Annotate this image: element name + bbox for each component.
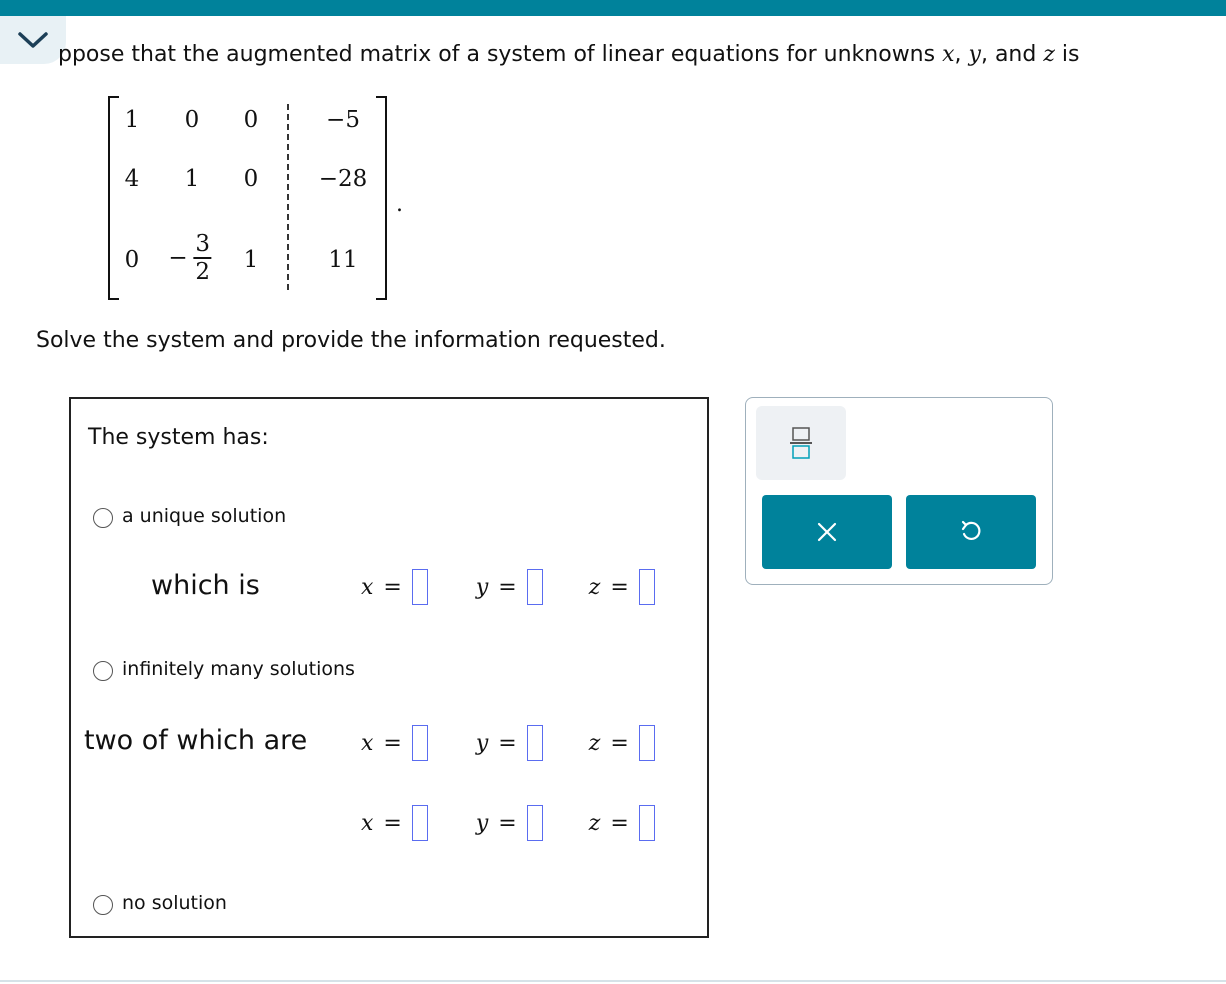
fraction-button[interactable] (756, 406, 846, 480)
x-symbol: x (361, 730, 374, 756)
matrix-cell: 1 (184, 166, 200, 192)
matrix-cell: 0 (243, 166, 259, 192)
unique-solution-row (361, 569, 655, 605)
equals-sign: = (383, 810, 402, 836)
radio-infinite-solutions[interactable] (93, 661, 113, 681)
matrix-cell: −5 (326, 107, 360, 133)
z-input[interactable] (639, 569, 655, 605)
y-input[interactable] (527, 569, 543, 605)
y-symbol: y (475, 574, 489, 600)
z-symbol: z (588, 574, 601, 600)
matrix-cell: 0 (124, 247, 140, 273)
fraction-sign: − (168, 245, 188, 271)
x-input[interactable] (412, 569, 428, 605)
matrix-cell: 0 (184, 107, 200, 133)
augment-divider (287, 104, 289, 290)
matrix-right-bracket (376, 96, 387, 300)
var-y: y (968, 42, 981, 67)
chevron-down-icon (16, 30, 50, 50)
matrix-cell: 0 (243, 107, 259, 133)
equals-sign: = (610, 730, 629, 756)
var-x: x (942, 42, 955, 67)
equals-sign: = (498, 574, 517, 600)
equals-sign: = (610, 810, 629, 836)
instruction-text: Solve the system and provide the information requested. (36, 328, 666, 353)
top-bar (0, 0, 1226, 16)
z-symbol: z (588, 810, 601, 836)
radio-unique-solution[interactable] (93, 508, 113, 528)
matrix-period: . (396, 192, 403, 217)
prompt-text: ppose that the augmented matrix of a system of linear equations for unknowns (58, 42, 943, 67)
fraction-denominator: 2 (195, 259, 210, 285)
which-is-label: which is (151, 570, 260, 601)
close-icon (816, 521, 838, 543)
prompt-sep: , (954, 42, 969, 67)
matrix-cell: −28 (318, 166, 368, 192)
x-symbol: x (361, 574, 374, 600)
clear-button[interactable] (762, 495, 892, 569)
problem-prompt (58, 40, 1080, 70)
undo-button[interactable] (906, 495, 1036, 569)
x-symbol: x (361, 810, 374, 836)
y1-input[interactable] (527, 725, 543, 761)
x2-input[interactable] (412, 805, 428, 841)
augmented-matrix (106, 96, 403, 300)
bottom-divider (0, 980, 1226, 982)
undo-icon (959, 520, 983, 544)
infinite-solution-row-2 (361, 805, 655, 841)
matrix-left-bracket (108, 96, 119, 300)
matrix-cell: 1 (124, 107, 140, 133)
matrix-cell: 1 (243, 247, 259, 273)
z-symbol: z (588, 730, 601, 756)
matrix-fraction-cell (168, 231, 211, 285)
equals-sign: = (498, 730, 517, 756)
collapse-toggle[interactable] (0, 16, 66, 64)
two-of-which-are-label: two of which are (84, 725, 308, 756)
radio-no-solution[interactable] (93, 895, 113, 915)
y2-input[interactable] (527, 805, 543, 841)
equals-sign: = (383, 574, 402, 600)
equals-sign: = (610, 574, 629, 600)
prompt-text-end: is (1054, 42, 1080, 67)
prompt-sep: , and (980, 42, 1044, 67)
y-symbol: y (475, 810, 489, 836)
fraction-template-icon (789, 426, 813, 460)
equals-sign: = (498, 810, 517, 836)
z1-input[interactable] (639, 725, 655, 761)
unique-solution-label: a unique solution (122, 505, 287, 527)
no-solution-label: no solution (122, 892, 227, 914)
equals-sign: = (383, 730, 402, 756)
fraction-numerator: 3 (195, 231, 210, 257)
x1-input[interactable] (412, 725, 428, 761)
z2-input[interactable] (639, 805, 655, 841)
infinite-solutions-label: infinitely many solutions (122, 658, 355, 680)
math-tool-panel (745, 397, 1053, 585)
answer-area (69, 397, 709, 938)
matrix-cell: 4 (124, 166, 140, 192)
y-symbol: y (475, 730, 489, 756)
infinite-solution-row-1 (361, 725, 655, 761)
matrix-cell: 11 (328, 247, 358, 273)
var-z: z (1043, 42, 1055, 67)
system-has-label: The system has: (88, 425, 269, 450)
